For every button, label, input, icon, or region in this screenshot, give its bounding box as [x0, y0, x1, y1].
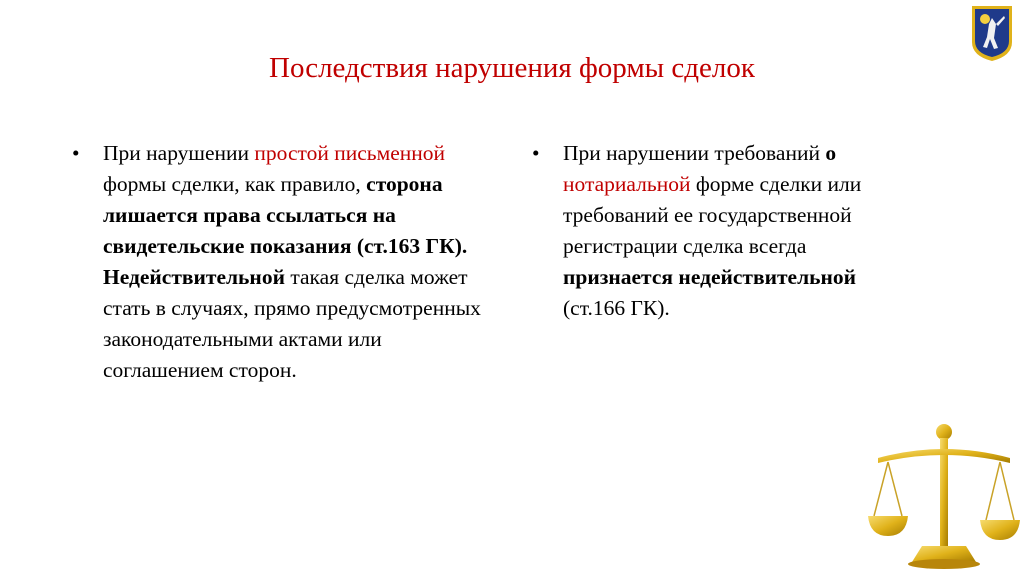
- bold-text: признается недействительной: [563, 265, 857, 289]
- bold-text: сторона лишается права ссылаться на свидетельские показания (ст.163 ГК).: [103, 172, 468, 258]
- text-run: .: [291, 358, 297, 382]
- bold-text: о: [825, 141, 837, 165]
- text-run: форме сделки или требований ее государственной регистрации сделка всегда: [563, 172, 862, 258]
- bullet-marker: •: [72, 141, 80, 165]
- text-run: При нарушении требований: [563, 141, 826, 165]
- right-paragraph-text: [563, 138, 902, 324]
- text-run: (ст.166 ГК).: [563, 296, 670, 320]
- page-title: Последствия нарушения формы сделок: [269, 52, 755, 84]
- right-bullet-paragraph: [532, 138, 902, 324]
- bold-text: Недействительной: [103, 265, 285, 289]
- text-run: формы сделки, как правило,: [103, 172, 367, 196]
- left-paragraph-text: [103, 138, 492, 386]
- highlight-text: нотариальной: [563, 172, 691, 196]
- text-run: такая сделка может стать в случаях, прямо предусмотренных законодательными актами или соглашением сторон: [103, 265, 481, 382]
- highlight-text: простой письменной: [254, 141, 446, 165]
- scales-of-justice-icon: [866, 420, 1022, 570]
- left-bullet-paragraph: [72, 138, 492, 386]
- text-run: При нарушении: [103, 141, 255, 165]
- bullet-marker: •: [532, 141, 540, 165]
